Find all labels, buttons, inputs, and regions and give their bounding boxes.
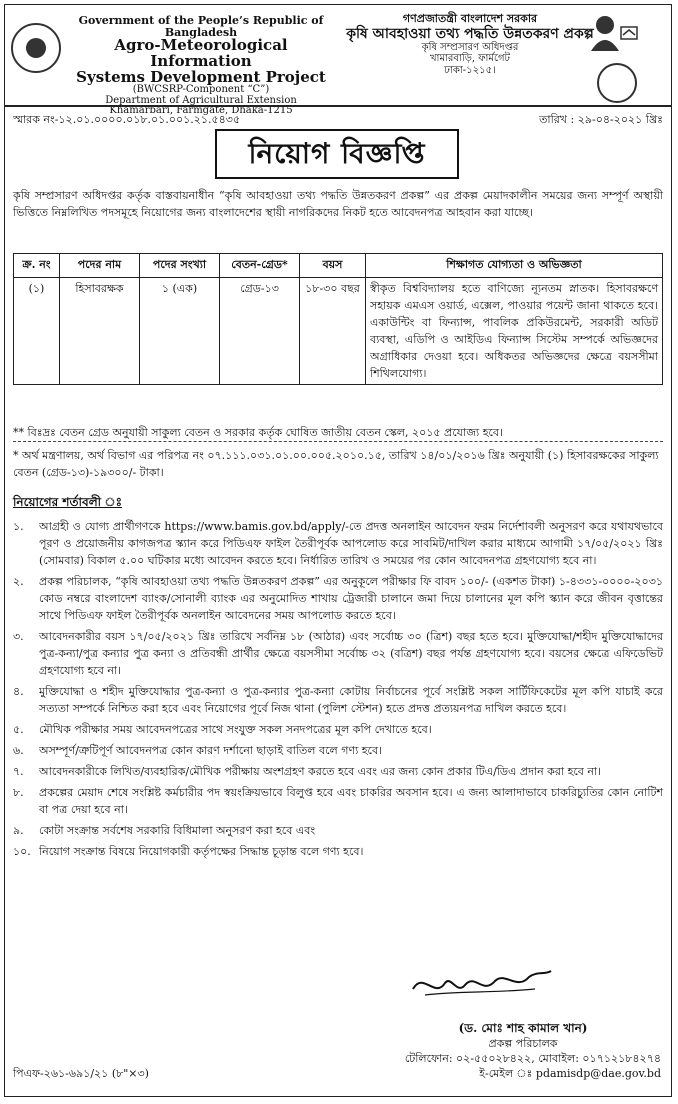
condition-number: ১.: [13, 520, 24, 533]
header-bn-line4: খামারবাড়ি, ফার্মগেট: [429, 53, 511, 65]
list-item: [13, 822, 663, 839]
header-en-line6: Khamarbari, Farmgate, Dhaka-1215: [109, 105, 293, 117]
header-bn-line1: গণপ্রজাতন্ত্রী বাংলাদেশ সরকার: [402, 12, 538, 25]
condition-number: ৯.: [13, 824, 24, 837]
notice-title: নিয়োগ বিজ্ঞপ্তি: [215, 129, 459, 179]
condition-text: আবেদনকারীকে লিখিত/ব্যবহারিক/মৌখিক পরীক্ষায় অংশগ্রহণ করতে হবে এবং এর জন্য কোন প্রকার টিএ/ডিএ প্রদান করা হবে না।: [39, 765, 602, 778]
condition-text: প্রকল্প পরিচালক, “কৃষি আবহাওয়া তথ্য পদ্ধতি উন্নতকরণ প্রকল্প” এর অনুকূলে পরীক্ষার ফি বাবদ ১০০/- (একশত টাকা) ১-৪৩৩১-০০০০-২০৩১ কোড নম্বরে বাংলাদেশ ব্যাংক/সোনালী ব্যাংক এর অনুমোদিত শাখায় ট্রেজারী চালানে জমা দিয়ে চালানের মূল কপি স্ক্যান করে জীবন বৃত্তান্তের সাথে পিডিএফ ফাইল তৈরীপূর্বক অনলাইন আবেদনের সময় আপলোড করতে হবে।: [39, 575, 663, 622]
signatory-name: (ড. মোঃ শাহ কামাল খান): [458, 1021, 588, 1035]
signatory-block: [385, 1021, 661, 1081]
signatory-email: ই-মেইল ঃ pdamisdp@dae.gov.bd: [479, 1067, 661, 1080]
header-en-line2: Agro-Meteorological Information: [114, 36, 288, 70]
list-item: [13, 721, 663, 738]
cell-grade: গ্রেড-১৩: [220, 278, 300, 385]
condition-text: অসম্পূর্ণ/ত্রুটিপূর্ণ আবেদনপত্র কোন কারণ দর্শানো ছাড়াই বাতিল বলে গণ্য হবে।: [39, 744, 383, 757]
mujib-portrait-logo: [585, 13, 639, 51]
header-en-line1: Government of the People’s Republic of Bangladesh: [78, 14, 324, 39]
col-header-qualification: শিক্ষাগত যোগ্যতা ও অভিজ্ঞতা: [366, 254, 663, 278]
condition-number: ২.: [13, 575, 24, 588]
posts-table: [13, 253, 663, 385]
condition-text: আগ্রহী ও যোগ্য প্রার্থীগণকে https://www.bamis.gov.bd/apply/-তে প্রদত্ত অনলাইন আবেদন ফরম নির্দেশাবলী অনুসরণ করে যথাযথভাবে পূরণ ও প্রয়োজনীয় কাগজপত্র স্ক্যান করে পিডিএফ ফাইল তৈরীপূর্বক আপলোড করে সাবমিট/দাখিল করার মাধ্যমে আগামী ১৭/০৫/২০২১ খ্রিঃ (সোমবার) বিকাল ৫.০০ ঘটিকার মধ্যে আবেদন করতে হবে। নির্ধারিত তারিখ ও সময়ের পর কোন আবেদনপত্র গ্রহণযোগ্য হবে না।: [39, 520, 663, 567]
header-en-line4: (BWCSRP-Component “C”): [132, 84, 270, 96]
condition-text: আবেদনকারীর বয়স ১৭/০৫/২০২১ খ্রিঃ তারিখে সর্বনিম্ন ১৮ (আঠার) এবং সর্বোচ্চ ৩০ (ত্রিশ) বছর হতে হবে। মুক্তিযোদ্ধা/শহীদ মুক্তিযোদ্ধাদের পুত্র-কন্যা/পুত্র কন্যার পুত্র কন্যা ও প্রতিবন্ধী প্রার্থীর ক্ষেত্রে বয়সসীমা সর্বোচ্চ ৩২ (বত্রিশ) বছর পর্যন্ত গ্রহণযোগ্য হবে। বয়সের ক্ষেত্রে এফিডেভিট গ্রহণযোগ্য হবে না।: [39, 630, 663, 677]
salary-note: ** বিঃদ্রঃ বেতন গ্রেড অনুযায়ী সাকুল্য বেতন ও সরকার কর্তৃক ঘোষিত জাতীয় বেতন স্কেল, ২০১৫ প্রযোজ্য হবে।: [13, 426, 503, 439]
col-header-grade: বেতন-গ্রেড*: [220, 254, 300, 278]
list-item: [13, 742, 663, 759]
header-divider: [5, 105, 671, 107]
conditions-title: নিয়োগের শর্তাবলী ঃ: [13, 495, 123, 509]
list-item: [13, 763, 663, 780]
circular-note: * অর্থ মন্ত্রণালয়, অর্থ বিভাগ এর পরিপত্র নং ০৭.১১১.০৩১.০১.০০.০০৫.২০১০.১৫, তারিখ ১৪/০১/২০১৬ খ্রিঃ অনুযায়ী (১) হিসাবরক্ষকের সাকুল্য বেতন (গ্রেড-১৩)-১৯৩০০/- টাকা।: [13, 449, 659, 479]
memo-number: স্মারক নং-১২.০১.০০০০.০১৮.০১.০০১.২১.৫৪৩৫: [13, 113, 241, 126]
project-emblem-logo: [597, 63, 637, 103]
list-item: [13, 683, 663, 717]
col-header-age: বয়স: [300, 254, 366, 278]
condition-number: ৫.: [13, 723, 24, 736]
condition-number: ৩.: [13, 630, 24, 643]
col-header-count: পদের সংখ্যা: [140, 254, 220, 278]
conditions-list: [13, 518, 663, 864]
condition-number: ১০.: [13, 845, 31, 858]
list-item: [13, 843, 663, 860]
condition-number: ৮.: [13, 786, 24, 799]
cell-qualification: স্বীকৃত বিশ্ববিদ্যালয় হতে বাণিজ্যে ন্যূনতম স্নাতক। হিসাবরক্ষণে সহায়ক এমএস ওয়ার্ড, এক্সেল, পাওয়ার পয়েন্ট জানা থাকতে হবে। একাউন্টিং বা ফিন্যান্স, পাবলিক প্রকিউরমেন্ট, সরকারী অডিট ব্যবস্থা, এডিপি ও আইডিএ ফিন্যান্স সিস্টেম সম্পর্কে অভিজ্ঞদের অগ্রাধিকার দেওয়া হবে। অধিকতর অভিজ্ঞদের ক্ষেত্রে বয়সসীমা শিথিলযোগ্য।: [366, 278, 663, 385]
notice-page: [4, 4, 672, 1097]
issue-date: তারিখ : ২৯-০৪-২০২১ খ্রিঃ: [539, 113, 663, 126]
list-item: [13, 573, 663, 624]
condition-text: নিয়োগ সংক্রান্ত বিষয়ে নিয়োগকারী কর্তৃপক্ষের সিদ্ধান্ত চূড়ান্ত বলে গণ্য হবে।: [39, 845, 364, 858]
header-bn-line5: ঢাকা-১২১৫।: [444, 64, 496, 76]
list-item: [13, 628, 663, 679]
list-item: [13, 784, 663, 818]
header-en-line5: Department of Agricultural Extension: [105, 94, 297, 106]
header-english: [67, 15, 335, 117]
table-row: [14, 278, 663, 385]
condition-text: কোটা সংক্রান্ত সর্বশেষ সরকারি বিধিমালা অনুসরণ করা হবে এবং: [39, 824, 316, 837]
header-bn-line3: কৃষি সম্প্রসারণ অধিদপ্তর: [421, 41, 519, 53]
header-bangla: [335, 13, 605, 76]
col-header-sl: ক্র. নং: [14, 254, 60, 278]
cell-post: হিসাবরক্ষক: [60, 278, 140, 385]
condition-text: মৌখিক পরীক্ষার সময় আবেদনপত্রের সাথে সংযুক্ত সকল সনদপত্রের মূল কপি দেখাতে হবে।: [39, 723, 432, 736]
cell-count: ১ (এক): [140, 278, 220, 385]
handwritten-signature: [405, 965, 555, 1005]
publication-code: পিএফ-২৬১-৬৯১/২১ (৮"×৩): [13, 1067, 149, 1080]
col-header-post: পদের নাম: [60, 254, 140, 278]
cell-age: ১৮-৩০ বছর: [300, 278, 366, 385]
list-item: [13, 518, 663, 569]
signatory-designation: প্রকল্প পরিচালক: [488, 1037, 558, 1050]
header-en-line3: Systems Development Project: [76, 67, 326, 86]
intro-paragraph: কৃষি সম্প্রসারণ অধিদপ্তর কর্তৃক বাস্তবায়নাধীন “কৃষি আবহাওয়া তথ্য পদ্ধতি উন্নতকরণ প্রকল্প” এর প্রকল্প মেয়াদকালীন সময়ের জন্য সম্পূর্ণ অস্থায়ী ভিত্তিতে নিম্নলিখিত পদসমূহে নিয়োগের জন্য বাংলাদেশের স্থায়ী নাগরিকদের নিকট হতে আবেদনপত্র আহবান করা যাচ্ছে।: [13, 189, 663, 219]
condition-text: মুক্তিযোদ্ধা ও শহীদ মুক্তিযোদ্ধার পুত্র-কন্যা ও পুত্র-কন্যার পুত্র-কন্যা কোটায় নির্বাচনের পূর্বে সংশ্লিষ্ট সকল সার্টিফিকেটের মূল কপি যাচাই করে সত্যতা সম্পর্কে নিশ্চিত করা হবে এবং নিয়োগের পূর্বে নিজ থানা (পুলিশ স্টেশন) হতে প্রদত্ত প্রত্যয়নপত্র দাখিল করতে হবে।: [39, 685, 663, 715]
government-seal-logo: [11, 23, 61, 73]
dashed-divider: [13, 441, 663, 442]
condition-number: ৭.: [13, 765, 24, 778]
condition-number: ৪.: [13, 685, 24, 698]
header-bn-line2: কৃষি আবহাওয়া তথ্য পদ্ধতি উন্নতকরণ প্রকল্প: [346, 25, 594, 42]
cell-sl: (১): [14, 278, 60, 385]
signatory-phone: টেলিফোন: ০২-৫৫০২৮৪২২, মোবাইল: ০১৭১২১৮৪২৭৪: [404, 1052, 661, 1065]
condition-text: প্রকল্পের মেয়াদ শেষে সংশ্লিষ্ট কর্মচারীর পদ স্বয়ংক্রিয়ভাবে বিলুপ্ত হবে এবং চাকরির অবসান হবে। এ জন্য আলাদাভাবে চাকরিচ্যুতির কোন নোটিশ বা পত্র দেয়া হবে না।: [39, 786, 663, 816]
condition-number: ৬.: [13, 744, 24, 757]
table-header-row: [14, 254, 663, 278]
